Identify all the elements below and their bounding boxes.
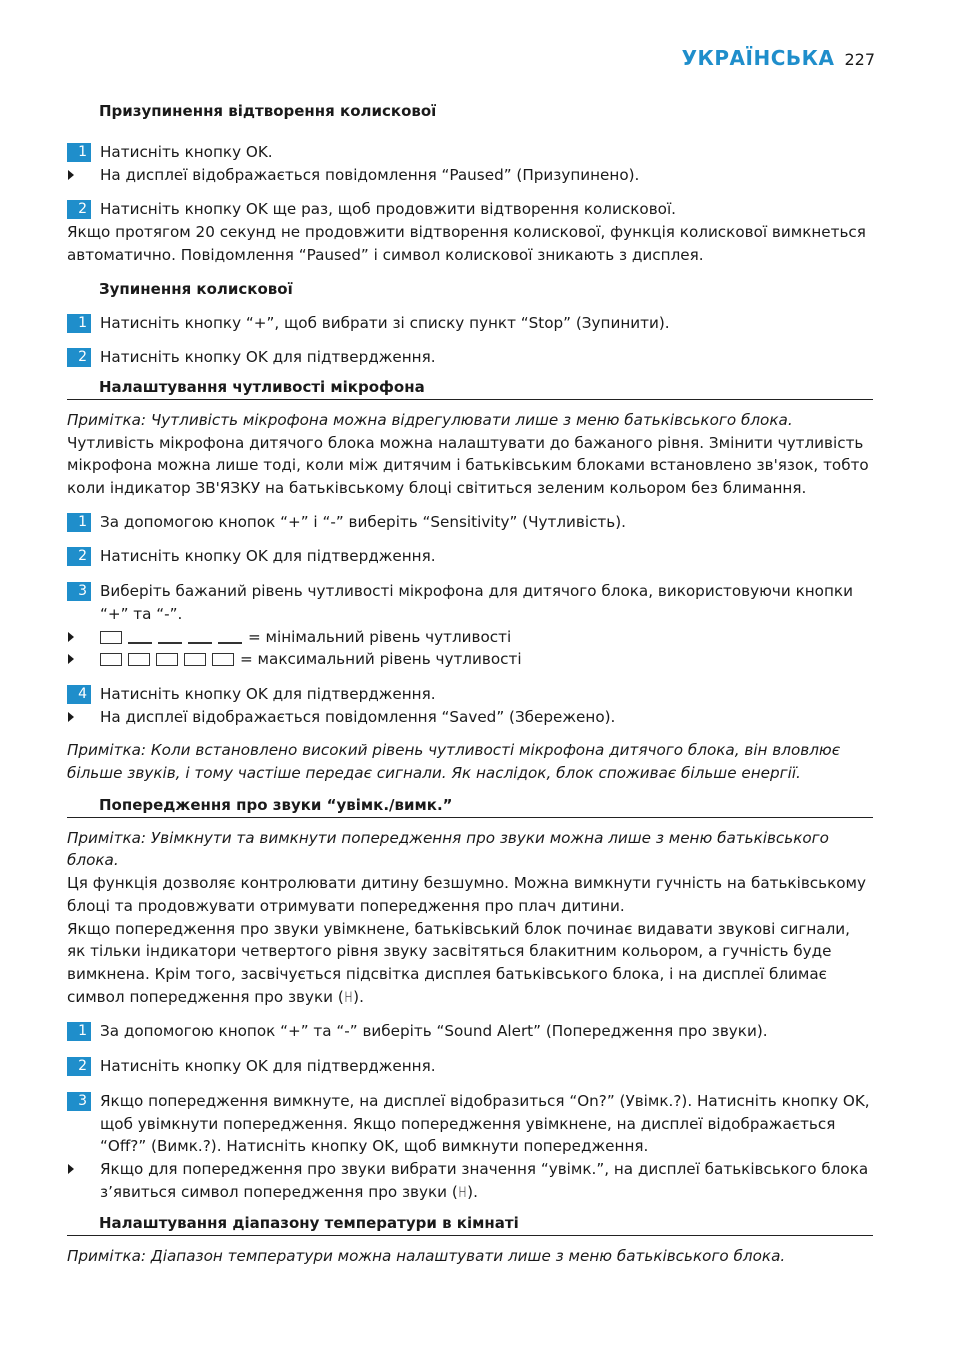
step-text: Натисніть кнопку OK для підтвердження. <box>100 684 436 703</box>
min-level-indicator-icon <box>100 631 242 644</box>
triangle-bullet-icon <box>67 706 100 728</box>
sound-alert-icon: ꀿ <box>457 1185 468 1200</box>
step-text: Якщо попередження вимкнуте, на дисплеї відобразиться “On?” (Увімк.?). Натисніть кнопку OK, щоб увімкнути попередження. Якщо попередження увімкнене, на дисплеї відображається “Off?” (Вимк.?). Натисніть кнопку OK, щоб вимкнути попередження. <box>100 1091 870 1156</box>
level-max-text: = максимальний рівень чутливості <box>240 650 522 669</box>
step-text: Натисніть кнопку OK для підтвердження. <box>100 348 436 367</box>
step-2 <box>67 198 873 221</box>
bullet-item <box>67 626 873 649</box>
bullet-item <box>67 164 873 187</box>
step-number: 3 <box>67 1092 91 1111</box>
step-number: 4 <box>67 685 91 704</box>
step-number: 1 <box>67 143 91 162</box>
paragraph: Якщо попередження про звуки увімкнене, батьківський блок починає видавати звукові сигнали, як тільки індикатори четвертого рівня звуку засвітяться блакитним кольором, а гучність буде вимкнена. Крім того, засвічується підсвітка дисплея батьківського блока, і на дисплеї блимає символ попередження про звуки (ꀿ). <box>67 919 850 1006</box>
note <box>67 409 873 432</box>
triangle-bullet-icon <box>67 626 100 648</box>
level-min-text: = мінімальний рівень чутливості <box>248 627 512 646</box>
step-text: Натисніть кнопку “+”, щоб вибрати зі списку пункт “Stop” (Зупинити). <box>100 313 670 332</box>
step-2 <box>67 545 873 568</box>
note-label: Примітка: <box>67 828 147 847</box>
triangle-bullet-icon <box>67 1158 100 1180</box>
section-title-sensitivity: Налаштування чутливості мікрофона <box>67 376 873 400</box>
step-number: 3 <box>67 582 91 601</box>
step-text: Натисніть кнопку OK для підтвердження. <box>100 1057 436 1076</box>
step-3 <box>67 580 873 625</box>
note-label: Примітка: <box>67 741 147 760</box>
bullet-item <box>67 648 873 671</box>
step-number: 2 <box>67 200 91 219</box>
step-text: Виберіть бажаний рівень чутливості мікрофона для дитячого блока, використовуючи кнопки “+” та “-”. <box>100 582 853 623</box>
page-header <box>682 46 875 76</box>
step-number: 1 <box>67 1022 91 1041</box>
step-text: Натисніть кнопку OK. <box>100 143 273 161</box>
section-title-pause: Призупинення відтворення колискової <box>99 102 437 120</box>
step-text: Натисніть кнопку OK для підтвердження. <box>100 547 436 566</box>
note-text: Увімкнути та вимкнути попередження про звуки можна лише з меню батьківського блока. <box>67 828 829 870</box>
section-title-temperature: Налаштування діапазону температури в кімнаті <box>67 1212 873 1236</box>
triangle-bullet-icon <box>67 164 100 186</box>
page-number: 227 <box>844 50 875 69</box>
note-text: Діапазон температури можна налаштувати лише з меню батьківського блока. <box>146 1247 786 1266</box>
step-1 <box>67 1020 873 1043</box>
step-text: За допомогою кнопок “+” і “-” виберіть “Sensitivity” (Чутливість). <box>100 512 626 531</box>
bullet-text: На дисплеї відображається повідомлення “Saved” (Збережено). <box>100 707 616 726</box>
paragraph: Чутливість мікрофона дитячого блока можна налаштувати до бажаного рівня. Змінити чутливість мікрофона можна лише тоді, коли між дитячим і батьківським блоками встановлено зв'язок, тобто коли індикатор ЗВ'ЯЗКУ на батьківському блоці світиться зеленим кольором без блимання. <box>67 433 869 498</box>
step-text: Натисніть кнопку OK ще раз, щоб продовжити відтворення колискової. <box>100 200 676 219</box>
triangle-bullet-icon <box>67 648 100 670</box>
step-number: 2 <box>67 1057 91 1076</box>
step-1 <box>67 312 873 335</box>
note-label: Примітка: <box>67 1247 147 1266</box>
paragraph: Ця функція дозволяє контролювати дитину безшумно. Можна вимкнути гучність на батьківському блоці та продовжувати отримувати попередження про плач дитини. <box>67 874 866 915</box>
bullet-item <box>67 706 873 729</box>
step-3 <box>67 1090 873 1158</box>
note-text: Коли встановлено високий рівень чутливості мікрофона дитячого блока, він вловлює більше звуків, і тому частіше передає сигнали. Як наслідок, блок споживає більше енергії. <box>67 741 841 783</box>
note <box>67 1245 873 1268</box>
language-title: УКРАЇНСЬКА <box>681 46 835 70</box>
bullet-item <box>67 1158 873 1204</box>
sound-alert-icon: ꀿ <box>343 990 354 1005</box>
step-number: 1 <box>67 314 91 333</box>
step-1 <box>67 141 873 164</box>
max-level-indicator-icon <box>100 653 234 666</box>
step-2 <box>67 1055 873 1078</box>
section-title-stop: Зупинення колискової <box>99 279 293 298</box>
note-text: Чутливість мікрофона можна відрегулювати лише з меню батьківського блока. <box>146 410 793 429</box>
note <box>67 739 873 784</box>
step-2 <box>67 346 873 369</box>
section-title-sound-alert: Попередження про звуки “увімк./вимк.” <box>67 794 873 818</box>
note <box>67 827 873 872</box>
page-content <box>67 100 873 1268</box>
bullet-text: Якщо для попередження про звуки вибрати значення “увімк.”, на дисплеї батьківського блока з’явиться символ попередження про звуки (ꀿ). <box>100 1159 869 1201</box>
step-number: 2 <box>67 547 91 566</box>
paragraph: Якщо протягом 20 секунд не продовжити відтворення колискової, функція колискової вимкнеться автоматично. Повідомлення “Paused” і символ колискової зникають з дисплея. <box>67 223 866 264</box>
step-number: 1 <box>67 513 91 532</box>
step-4 <box>67 683 873 706</box>
step-1 <box>67 511 873 534</box>
bullet-text: На дисплеї відображається повідомлення “Paused” (Призупинено). <box>100 165 640 184</box>
note-label: Примітка: <box>67 410 147 429</box>
step-number: 2 <box>67 348 91 367</box>
step-text: За допомогою кнопок “+” та “-” виберіть “Sound Alert” (Попередження про звуки). <box>100 1022 768 1041</box>
